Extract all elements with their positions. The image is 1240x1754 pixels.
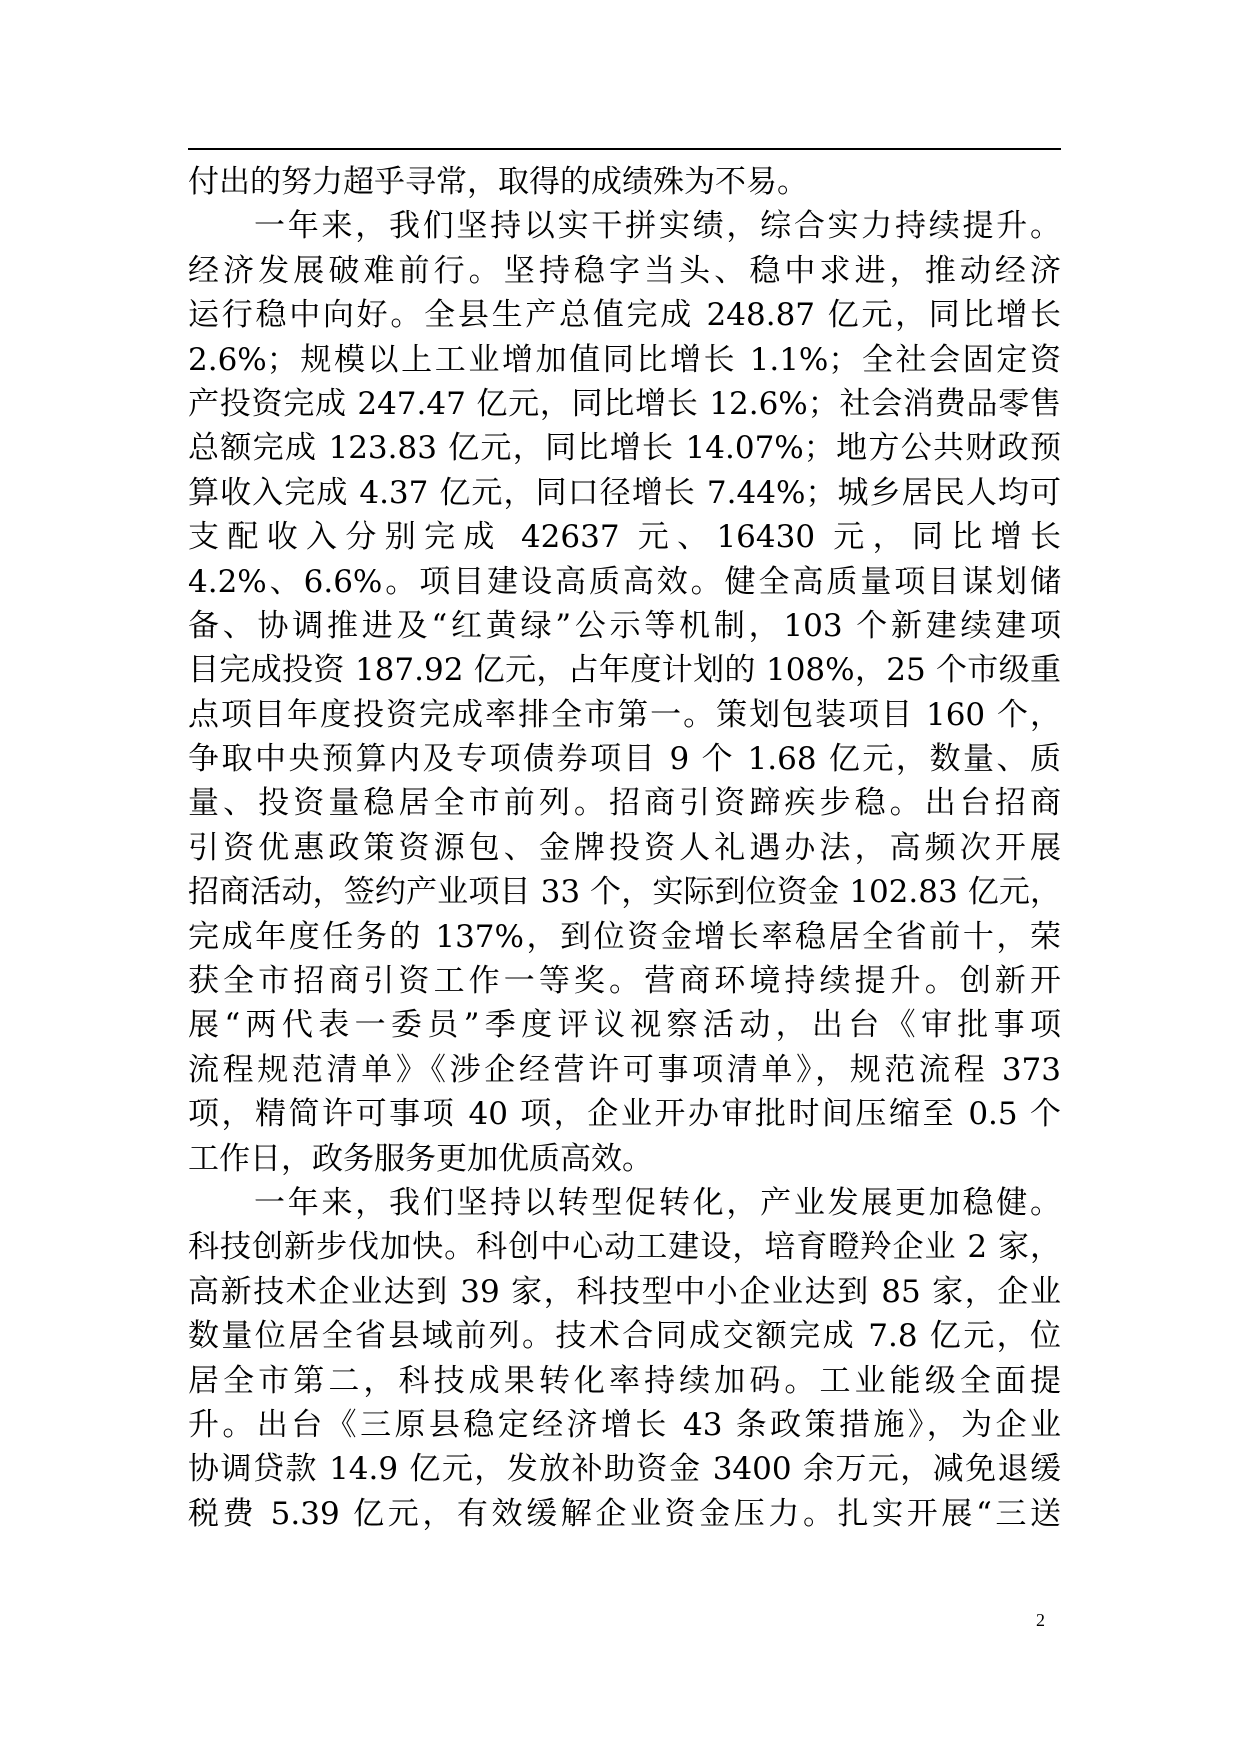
text-line: 点项目年度投资完成率排全市第一。策划包装项目 160 个， [188,696,1061,733]
text-line: 项，精简许可事项 40 项，企业开办审批时间压缩至 0.5 个 [188,1096,1061,1133]
text-line: 税费 5.39 亿元，有效缓解企业资金压力。扎实开展“三送 [188,1495,1061,1532]
text-line: 总额完成 123.83 亿元，同比增长 14.07%；地方公共财政预 [188,430,1061,467]
text-line: 升。出台《三原县稳定经济增长 43 条政策措施》，为企业 [188,1406,1061,1443]
text-line: 流程规范清单》《涉企经营许可事项清单》，规范流程 373 [188,1051,1061,1088]
text-line: 获全市招商引资工作一等奖。营商环境持续提升。创新开 [188,963,1061,1000]
text-line: 备、协调推进及“红黄绿”公示等机制，103 个新建续建项 [188,607,1061,644]
text-line: 2.6%；规模以上工业增加值同比增长 1.1%；全社会固定资 [188,341,1061,378]
text-line: 协调贷款 14.9 亿元，发放补助资金 3400 余万元，减免退缓 [188,1451,1061,1488]
text-line: 引资优惠政策资源包、金牌投资人礼遇办法，高频次开展 [188,829,1061,866]
text-line: 数量位居全省县域前列。技术合同成交额完成 7.8 亿元，位 [188,1318,1061,1355]
header-rule [188,148,1061,150]
text-line: 支配收入分别完成 42637 元、16430 元，同比增长 [188,519,1061,556]
text-line: 高新技术企业达到 39 家，科技型中小企业达到 85 家，企业 [188,1273,1061,1310]
text-line: 完成年度任务的 137%，到位资金增长率稳居全省前十，荣 [188,918,1061,955]
text-line: 经济发展破难前行。坚持稳字当头、稳中求进，推动经济 [188,252,1061,289]
text-line: 展“两代表一委员”季度评议视察活动，出台《审批事项 [188,1007,1061,1044]
paragraph-first-line: 一年来，我们坚持以转型促转化，产业发展更加稳健。 [254,1184,1061,1221]
text-line: 量、投资量稳居全市前列。招商引资蹄疾步稳。出台招商 [188,785,1061,822]
text-line: 4.2%、6.6%。项目建设高质高效。健全高质量项目谋划储 [188,563,1061,600]
text-line: 运行稳中向好。全县生产总值完成 248.87 亿元，同比增长 [188,297,1061,334]
text-line: 工作日，政务服务更加优质高效。 [188,1140,653,1177]
text-line: 目完成投资 187.92 亿元，占年度计划的 108%，25 个市级重 [188,652,1061,689]
body-text [188,160,1061,1536]
text-line: 付出的努力超乎寻常，取得的成绩殊为不易。 [188,164,808,200]
text-line: 争取中央预算内及专项债券项目 9 个 1.68 亿元，数量、质 [188,741,1061,778]
page-number: 2 [1036,1610,1045,1630]
text-line: 算收入完成 4.37 亿元，同口径增长 7.44%；城乡居民人均可 [188,474,1061,511]
text-line: 招商活动，签约产业项目 33 个，实际到位资金 102.83 亿元， [188,874,1061,911]
text-line: 居全市第二，科技成果转化率持续加码。工业能级全面提 [188,1362,1061,1399]
text-line: 科技创新步伐加快。科创中心动工建设，培育瞪羚企业 2 家， [188,1229,1061,1266]
paragraph-first-line: 一年来，我们坚持以实干拼实绩，综合实力持续提升。 [254,208,1061,245]
text-line: 产投资完成 247.47 亿元，同比增长 12.6%；社会消费品零售 [188,385,1061,422]
